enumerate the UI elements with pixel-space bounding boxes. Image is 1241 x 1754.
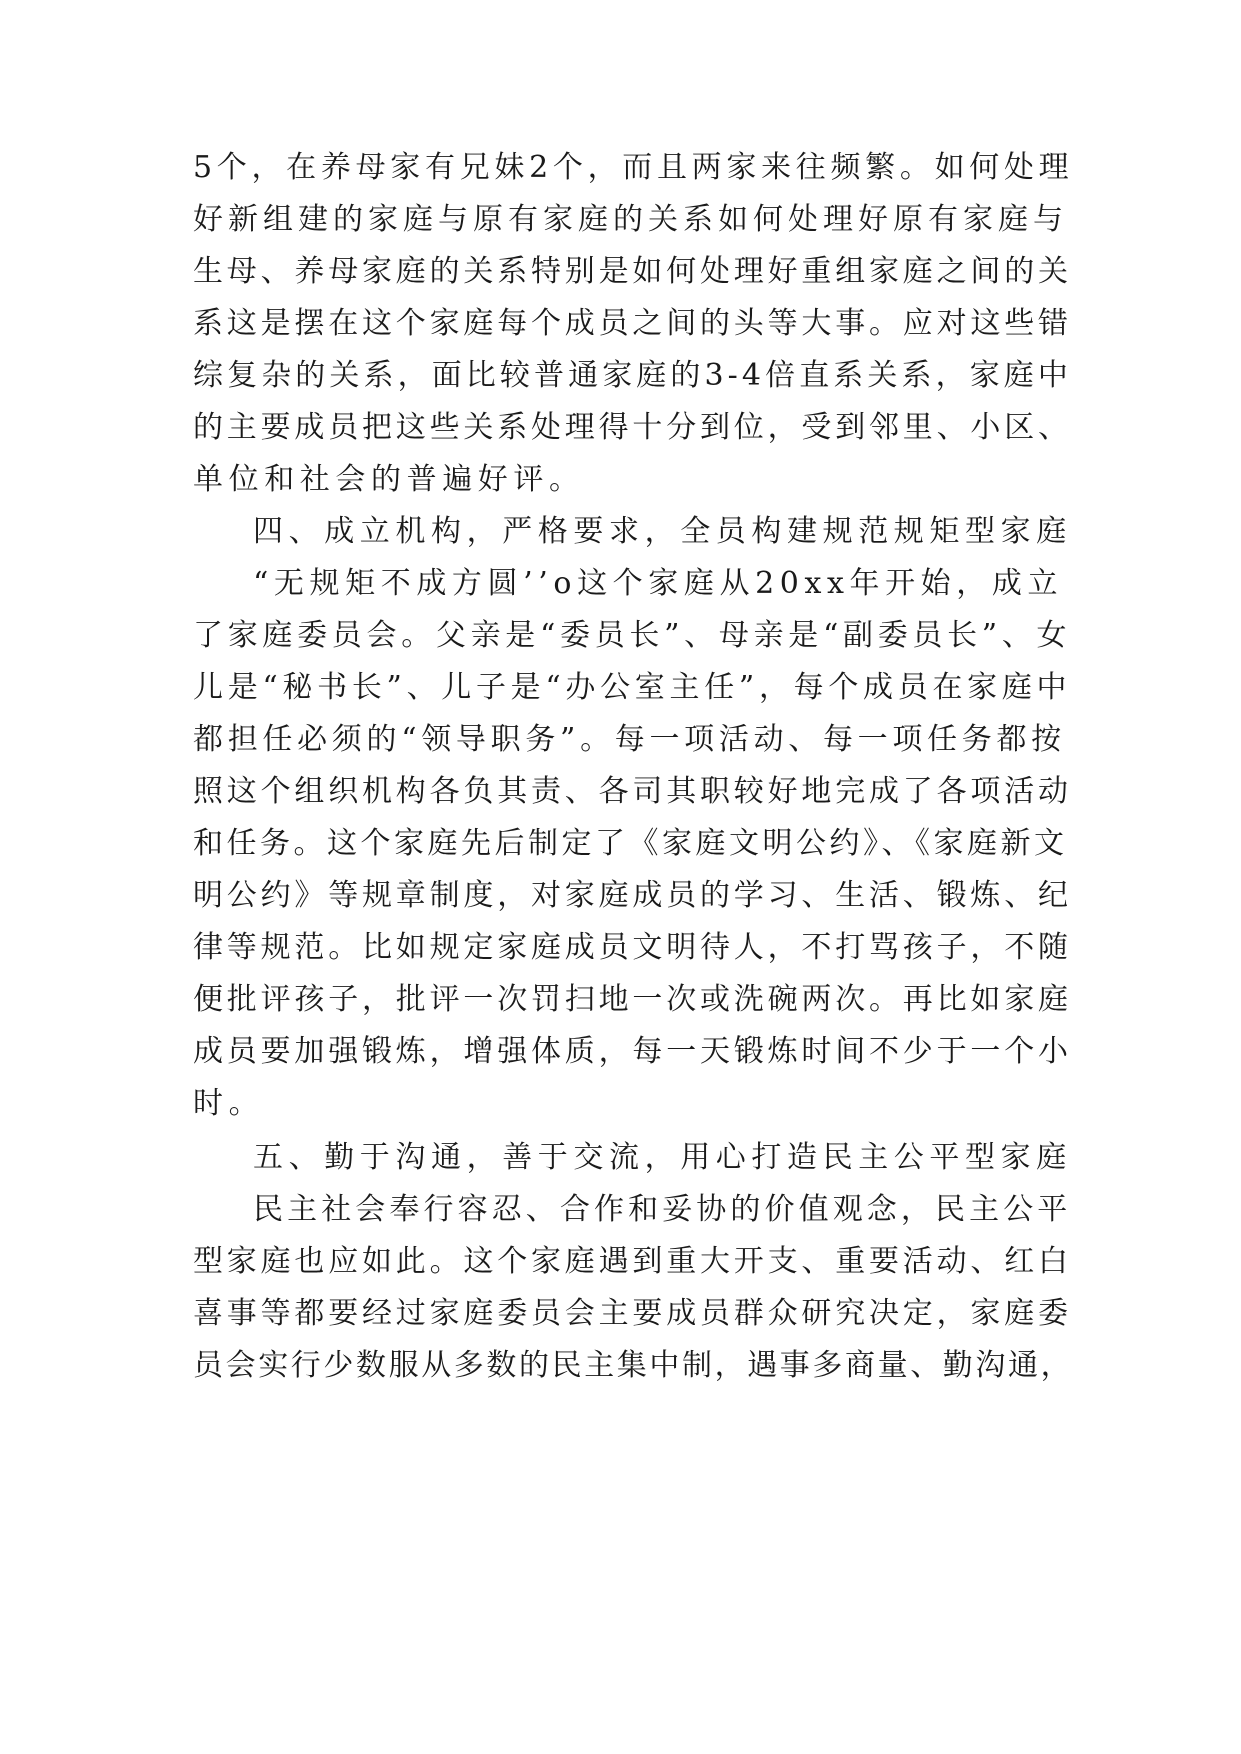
text-line: 型家庭也应如此。这个家庭遇到重大开支、重要活动、红白 bbox=[193, 1244, 1072, 1279]
text-line: “无规矩不成方圆’’o这个家庭从20xx年开始，成立 bbox=[253, 566, 1064, 601]
text-line: 都担任必须的“领导职务”。每一项活动、每一项任务都按 bbox=[193, 722, 1066, 757]
text-line: 时。 bbox=[193, 1086, 265, 1121]
section-heading: 五、勤于沟通，善于交流，用心打造民主公平型家庭 bbox=[253, 1140, 1072, 1175]
text-line: 和任务。这个家庭先后制定了《家庭文明公约》、《家庭新文 bbox=[193, 826, 1068, 861]
text-line: 单位和社会的普遍好评。 bbox=[193, 462, 585, 497]
section-heading: 四、成立机构，严格要求，全员构建规范规矩型家庭 bbox=[253, 514, 1072, 549]
text-line: 民主社会奉行容忍、合作和妥协的价值观念，民主公平 bbox=[253, 1192, 1072, 1227]
text-line: 明公约》等规章制度，对家庭成员的学习、生活、锻炼、纪 bbox=[193, 878, 1072, 913]
text-line: 成员要加强锻炼，增强体质，每一天锻炼时间不少于一个小 bbox=[193, 1034, 1072, 1069]
text-line: 员会实行少数服从多数的民主集中制，遇事多商量、勤沟通， bbox=[193, 1348, 1074, 1383]
text-line: 的主要成员把这些关系处理得十分到位，受到邻里、小区、 bbox=[193, 410, 1072, 445]
text-line: 便批评孩子，批评一次罚扫地一次或洗碗两次。再比如家庭 bbox=[193, 982, 1072, 1017]
text-line: 系这是摆在这个家庭每个成员之间的头等大事。应对这些错 bbox=[193, 306, 1072, 341]
text-line: 儿是“秘书长”、儿子是“办公室主任”，每个成员在家庭中 bbox=[193, 670, 1072, 705]
text-line: 好新组建的家庭与原有家庭的关系如何处理好原有家庭与 bbox=[193, 202, 1068, 237]
text-line: 照这个组织机构各负其责、各司其职较好地完成了各项活动 bbox=[193, 774, 1072, 809]
text-line: 综复杂的关系，面比较普通家庭的3-4倍直系关系，家庭中 bbox=[193, 358, 1073, 393]
text-line: 生母、养母家庭的关系特别是如何处理好重组家庭之间的关 bbox=[193, 254, 1072, 289]
text-line: 律等规范。比如规定家庭成员文明待人，不打骂孩子，不随 bbox=[193, 930, 1072, 965]
text-line: 喜事等都要经过家庭委员会主要成员群众研究决定，家庭委 bbox=[193, 1296, 1072, 1331]
text-line: 了家庭委员会。父亲是“委员长”、母亲是“副委员长”、女 bbox=[193, 618, 1072, 653]
text-line: 5个，在养母家有兄妹2个，而且两家来往频繁。如何处理 bbox=[193, 150, 1074, 185]
